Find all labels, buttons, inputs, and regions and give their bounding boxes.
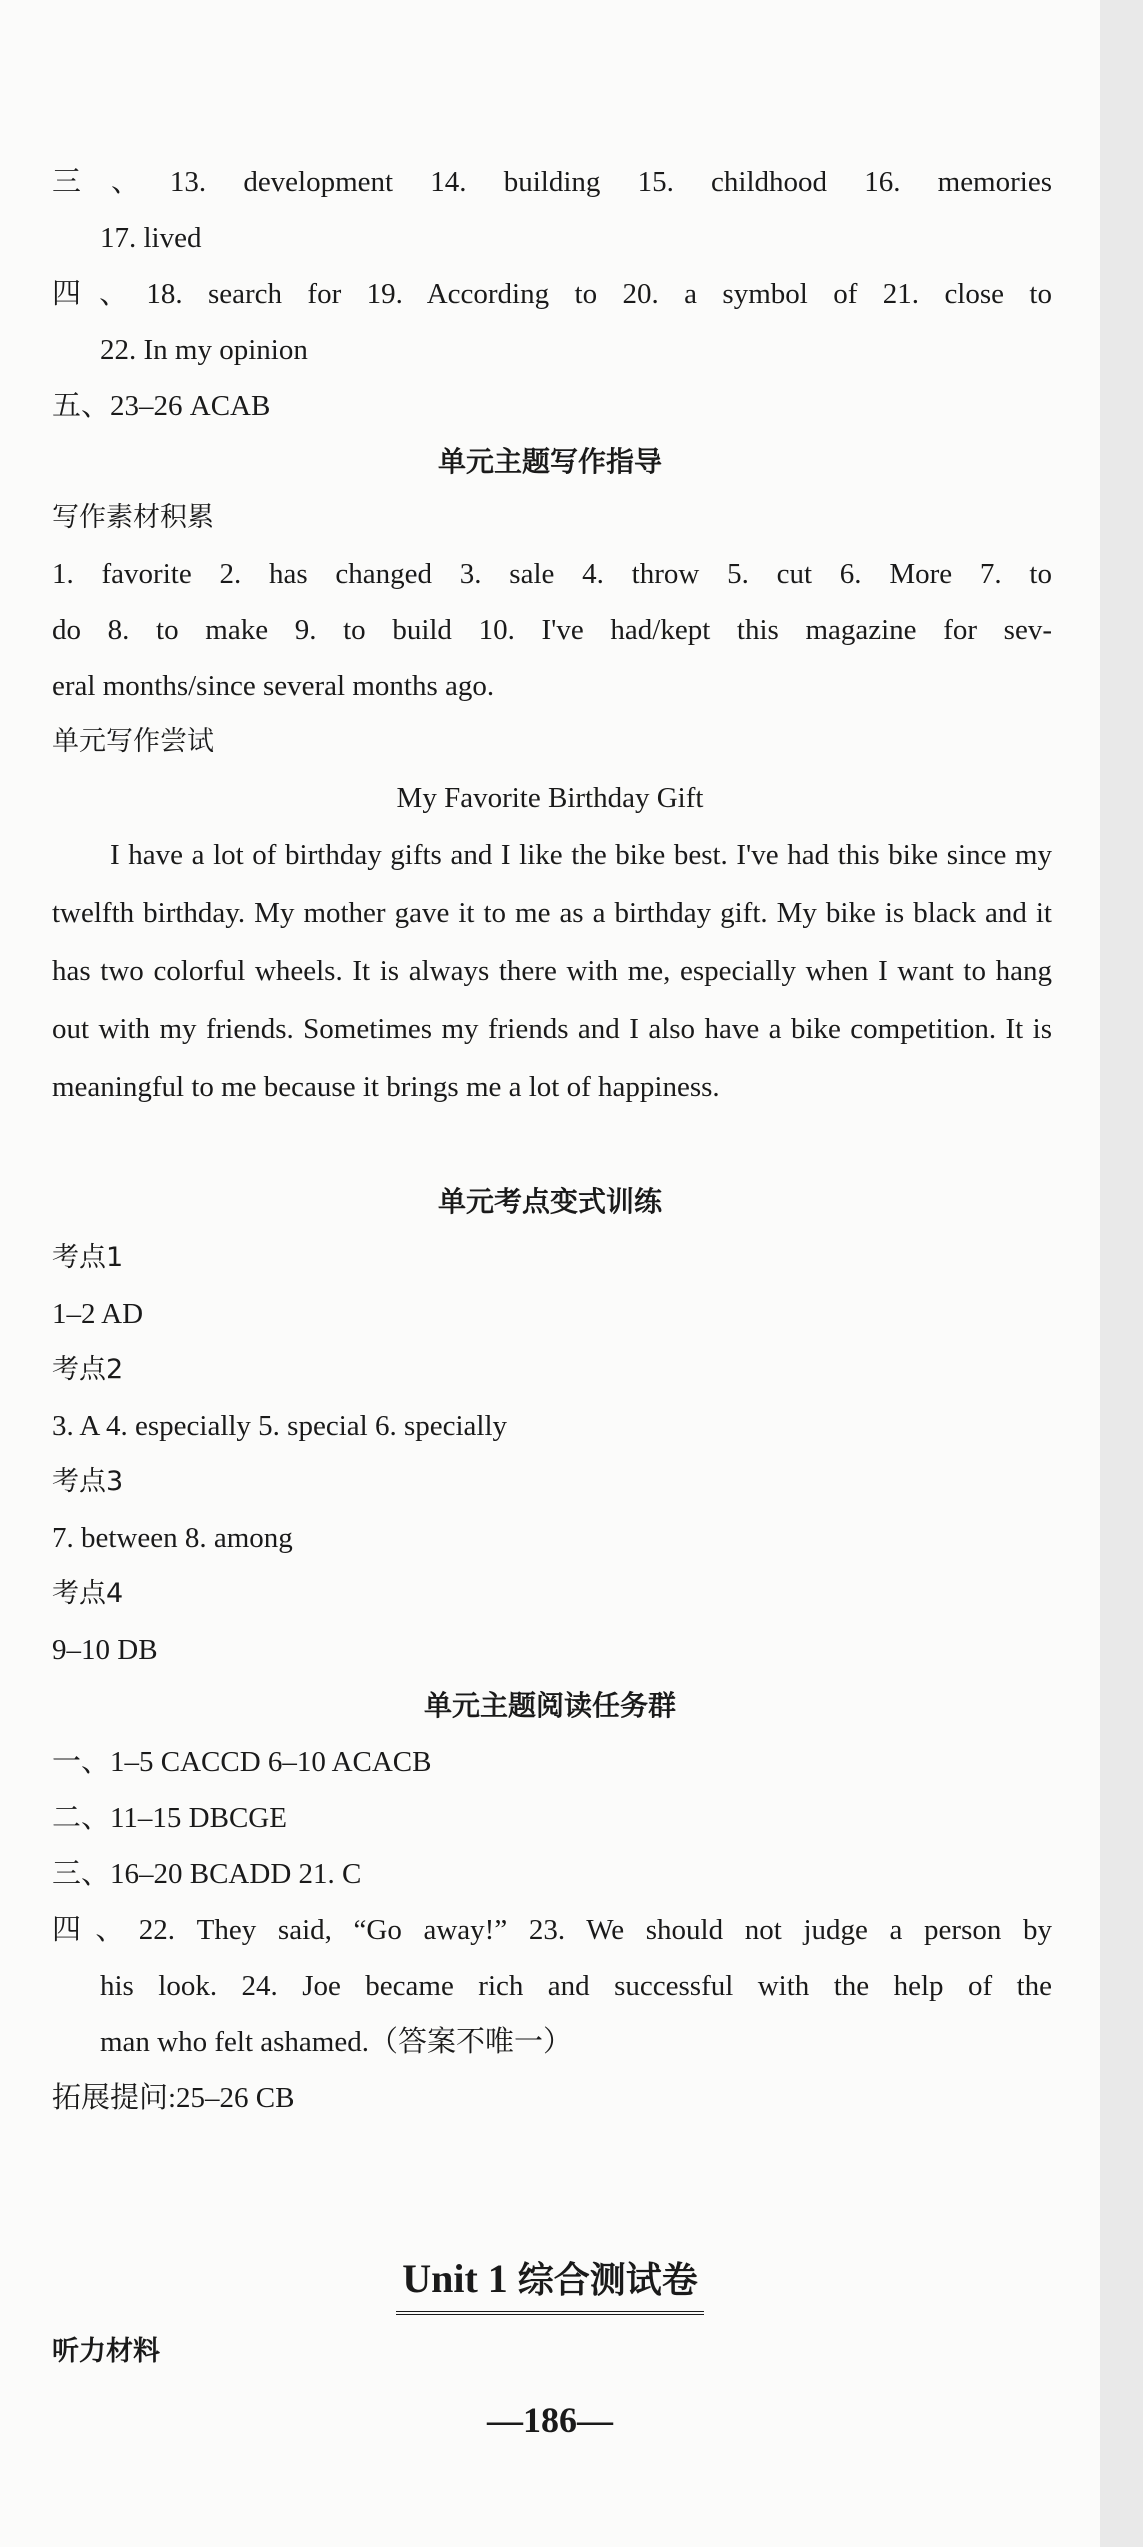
answer-line: man who felt ashamed.（答案不唯一） — [100, 2026, 572, 2058]
answer-line: 拓展提问:25–26 CB — [52, 2082, 295, 2114]
unit-test-title — [0, 2249, 1100, 2315]
answer-line: 三、13. development 14. building 15. childhood 16. memories — [52, 166, 1052, 198]
exam-point-label: 考点1 — [52, 1242, 124, 1273]
answer-line: do 8. to make 9. to build 10. I've had/kept this magazine for sev- — [52, 614, 1052, 646]
section-heading: 单元主题写作指导 — [437, 445, 662, 478]
answer-line: 17. lived — [100, 222, 202, 254]
answer-line: 7. between 8. among — [52, 1522, 293, 1554]
answer-line: 二、11–15 DBCGE — [52, 1802, 287, 1834]
unit-title-en: Unit 1 — [402, 2256, 508, 2301]
section-heading: 单元考点变式训练 — [437, 1185, 662, 1218]
answer-line: 三、16–20 BCADD 21. C — [52, 1858, 362, 1890]
answer-line: eral months/since several months ago. — [52, 670, 495, 702]
answer-line: 1. favorite 2. has changed 3. sale 4. throw 5. cut 6. More 7. to — [52, 558, 1052, 590]
exam-point-label: 考点3 — [52, 1466, 124, 1497]
answer-line: 9–10 DB — [52, 1634, 158, 1666]
answer-line: 四、18. search for 19. According to 20. a symbol of 21. close to — [52, 278, 1052, 310]
answer-line: 五、23–26 ACAB — [52, 390, 271, 422]
subsection-label: 写作素材积累 — [52, 502, 214, 533]
essay-title: My Favorite Birthday Gift — [396, 782, 704, 814]
answer-line: 1–2 AD — [52, 1298, 144, 1330]
answer-line: his look. 24. Joe became rich and successful with the help of the — [100, 1970, 1052, 2002]
subsection-label: 单元写作尝试 — [52, 726, 214, 757]
essay-body: I have a lot of birthday gifts and I like the bike best. I've had this bike since my twelfth birthday. My mother gave it to me as a birthday gift. My bike is black and it has two colorful wheels. It is always there with me, especially when I want to hang out with my friends. Sometimes my friends and I also have a bike competition. It is meaningful to me because it brings me a lot of happiness. — [52, 839, 1052, 1103]
exam-point-label: 考点2 — [52, 1354, 124, 1385]
page-number: —186— — [487, 2400, 613, 2440]
section-heading: 单元主题阅读任务群 — [423, 1689, 676, 1722]
answer-line: 3. A 4. especially 5. special 6. specially — [52, 1410, 508, 1442]
answer-line: 一、1–5 CACCD 6–10 ACACB — [52, 1746, 432, 1778]
unit-title-cn: 综合测试卷 — [517, 2260, 698, 2301]
answer-line: 22. In my opinion — [100, 334, 308, 366]
answer-line: 四、22. They said, “Go away!” 23. We should not judge a person by — [52, 1914, 1052, 1946]
listening-label: 听力材料 — [52, 2336, 160, 2367]
exam-point-label: 考点4 — [52, 1578, 124, 1609]
